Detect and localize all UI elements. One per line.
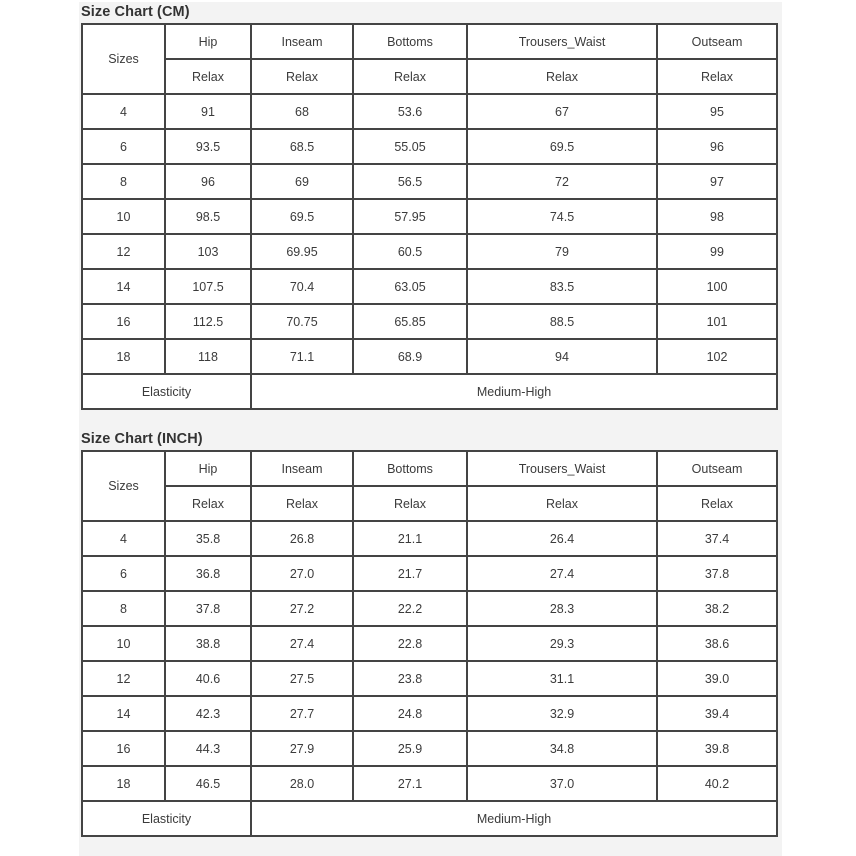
table-row	[82, 304, 777, 339]
measurement-cell: 44.3	[165, 731, 251, 766]
measurement-cell: 94	[467, 339, 657, 374]
measurement-cell: 27.4	[251, 626, 353, 661]
measurement-cell: 112.5	[165, 304, 251, 339]
table-row	[82, 164, 777, 199]
column-header: Outseam	[657, 24, 777, 59]
measurement-cell: 38.6	[657, 626, 777, 661]
table-row	[82, 661, 777, 696]
measurement-cell: 34.8	[467, 731, 657, 766]
table-row	[82, 234, 777, 269]
measurement-cell: 96	[165, 164, 251, 199]
measurement-cell: 97	[657, 164, 777, 199]
elasticity-value: Medium-High	[251, 801, 777, 836]
column-header: Hip	[165, 24, 251, 59]
measurement-cell: 21.7	[353, 556, 467, 591]
column-header: Bottoms	[353, 24, 467, 59]
measurement-cell: 60.5	[353, 234, 467, 269]
size-cell: 8	[82, 164, 165, 199]
column-subheader: Relax	[165, 59, 251, 94]
table-row	[82, 94, 777, 129]
sizes-header: Sizes	[82, 24, 165, 94]
measurement-cell: 27.2	[251, 591, 353, 626]
size-chart-inch-section	[79, 429, 782, 856]
measurement-cell: 37.0	[467, 766, 657, 801]
measurement-cell: 27.0	[251, 556, 353, 591]
column-header: Bottoms	[353, 451, 467, 486]
measurement-cell: 36.8	[165, 556, 251, 591]
size-cell: 16	[82, 731, 165, 766]
measurement-cell: 39.8	[657, 731, 777, 766]
measurement-cell: 27.1	[353, 766, 467, 801]
measurement-cell: 102	[657, 339, 777, 374]
measurement-cell: 88.5	[467, 304, 657, 339]
size-cell: 8	[82, 591, 165, 626]
measurement-cell: 28.0	[251, 766, 353, 801]
measurement-cell: 101	[657, 304, 777, 339]
table-row	[82, 766, 777, 801]
measurement-cell: 25.9	[353, 731, 467, 766]
measurement-cell: 98	[657, 199, 777, 234]
measurement-cell: 37.8	[657, 556, 777, 591]
table-row	[82, 556, 777, 591]
measurement-cell: 96	[657, 129, 777, 164]
column-subheader: Relax	[251, 486, 353, 521]
measurement-cell: 29.3	[467, 626, 657, 661]
measurement-cell: 98.5	[165, 199, 251, 234]
measurement-cell: 69.5	[251, 199, 353, 234]
measurement-cell: 57.95	[353, 199, 467, 234]
column-subheader: Relax	[467, 486, 657, 521]
measurement-cell: 46.5	[165, 766, 251, 801]
measurement-cell: 31.1	[467, 661, 657, 696]
measurement-cell: 22.8	[353, 626, 467, 661]
measurement-cell: 35.8	[165, 521, 251, 556]
size-cell: 10	[82, 626, 165, 661]
measurement-cell: 37.4	[657, 521, 777, 556]
size-cell: 10	[82, 199, 165, 234]
measurement-cell: 26.8	[251, 521, 353, 556]
column-subheader: Relax	[657, 59, 777, 94]
measurement-cell: 53.6	[353, 94, 467, 129]
measurement-cell: 40.2	[657, 766, 777, 801]
measurement-cell: 27.4	[467, 556, 657, 591]
measurement-cell: 100	[657, 269, 777, 304]
measurement-cell: 56.5	[353, 164, 467, 199]
size-cell: 4	[82, 521, 165, 556]
measurement-cell: 68	[251, 94, 353, 129]
table-row	[82, 626, 777, 661]
column-subheader: Relax	[353, 486, 467, 521]
size-cell: 6	[82, 556, 165, 591]
table-row	[82, 269, 777, 304]
measurement-cell: 103	[165, 234, 251, 269]
measurement-cell: 22.2	[353, 591, 467, 626]
measurement-cell: 23.8	[353, 661, 467, 696]
measurement-cell: 93.5	[165, 129, 251, 164]
header-row	[82, 451, 777, 486]
table-row	[82, 129, 777, 164]
measurement-cell: 38.8	[165, 626, 251, 661]
measurement-cell: 79	[467, 234, 657, 269]
table-row	[82, 199, 777, 234]
column-subheader: Relax	[353, 59, 467, 94]
measurement-cell: 32.9	[467, 696, 657, 731]
measurement-cell: 38.2	[657, 591, 777, 626]
measurement-cell: 107.5	[165, 269, 251, 304]
size-cell: 16	[82, 304, 165, 339]
table-row	[82, 521, 777, 556]
size-cell: 18	[82, 339, 165, 374]
column-subheader: Relax	[467, 59, 657, 94]
measurement-cell: 27.9	[251, 731, 353, 766]
size-cell: 4	[82, 94, 165, 129]
measurement-cell: 69.95	[251, 234, 353, 269]
measurement-cell: 27.7	[251, 696, 353, 731]
measurement-cell: 69	[251, 164, 353, 199]
elasticity-row	[82, 801, 777, 836]
measurement-cell: 83.5	[467, 269, 657, 304]
measurement-cell: 26.4	[467, 521, 657, 556]
column-header: Trousers_Waist	[467, 24, 657, 59]
elasticity-value: Medium-High	[251, 374, 777, 409]
measurement-cell: 71.1	[251, 339, 353, 374]
elasticity-row	[82, 374, 777, 409]
measurement-cell: 91	[165, 94, 251, 129]
measurement-cell: 40.6	[165, 661, 251, 696]
measurement-cell: 70.4	[251, 269, 353, 304]
measurement-cell: 72	[467, 164, 657, 199]
size-cell: 14	[82, 269, 165, 304]
size-cell: 6	[82, 129, 165, 164]
size-cell: 12	[82, 234, 165, 269]
measurement-cell: 70.75	[251, 304, 353, 339]
table-row	[82, 731, 777, 766]
column-subheader: Relax	[657, 486, 777, 521]
column-header: Outseam	[657, 451, 777, 486]
measurement-cell: 67	[467, 94, 657, 129]
header-row	[82, 24, 777, 59]
size-chart-cm-table	[81, 23, 778, 410]
subheader-row	[82, 486, 777, 521]
elasticity-label: Elasticity	[82, 374, 251, 409]
measurement-cell: 42.3	[165, 696, 251, 731]
size-chart-inch-title: Size Chart (INCH)	[81, 431, 203, 447]
measurement-cell: 37.8	[165, 591, 251, 626]
measurement-cell: 55.05	[353, 129, 467, 164]
measurement-cell: 21.1	[353, 521, 467, 556]
table-row	[82, 339, 777, 374]
measurement-cell: 68.5	[251, 129, 353, 164]
size-cell: 14	[82, 696, 165, 731]
column-header: Inseam	[251, 24, 353, 59]
measurement-cell: 28.3	[467, 591, 657, 626]
measurement-cell: 69.5	[467, 129, 657, 164]
size-cell: 18	[82, 766, 165, 801]
subheader-row	[82, 59, 777, 94]
column-subheader: Relax	[251, 59, 353, 94]
size-chart-cm-section	[79, 2, 782, 429]
sizes-header: Sizes	[82, 451, 165, 521]
column-header: Trousers_Waist	[467, 451, 657, 486]
elasticity-label: Elasticity	[82, 801, 251, 836]
size-cell: 12	[82, 661, 165, 696]
table-row	[82, 696, 777, 731]
measurement-cell: 27.5	[251, 661, 353, 696]
column-header: Hip	[165, 451, 251, 486]
measurement-cell: 68.9	[353, 339, 467, 374]
measurement-cell: 99	[657, 234, 777, 269]
measurement-cell: 65.85	[353, 304, 467, 339]
column-subheader: Relax	[165, 486, 251, 521]
measurement-cell: 95	[657, 94, 777, 129]
table-row	[82, 591, 777, 626]
measurement-cell: 63.05	[353, 269, 467, 304]
measurement-cell: 39.4	[657, 696, 777, 731]
size-chart-cm-title: Size Chart (CM)	[81, 4, 190, 20]
size-chart-inch-table	[81, 450, 778, 837]
measurement-cell: 24.8	[353, 696, 467, 731]
column-header: Inseam	[251, 451, 353, 486]
measurement-cell: 74.5	[467, 199, 657, 234]
measurement-cell: 39.0	[657, 661, 777, 696]
measurement-cell: 118	[165, 339, 251, 374]
